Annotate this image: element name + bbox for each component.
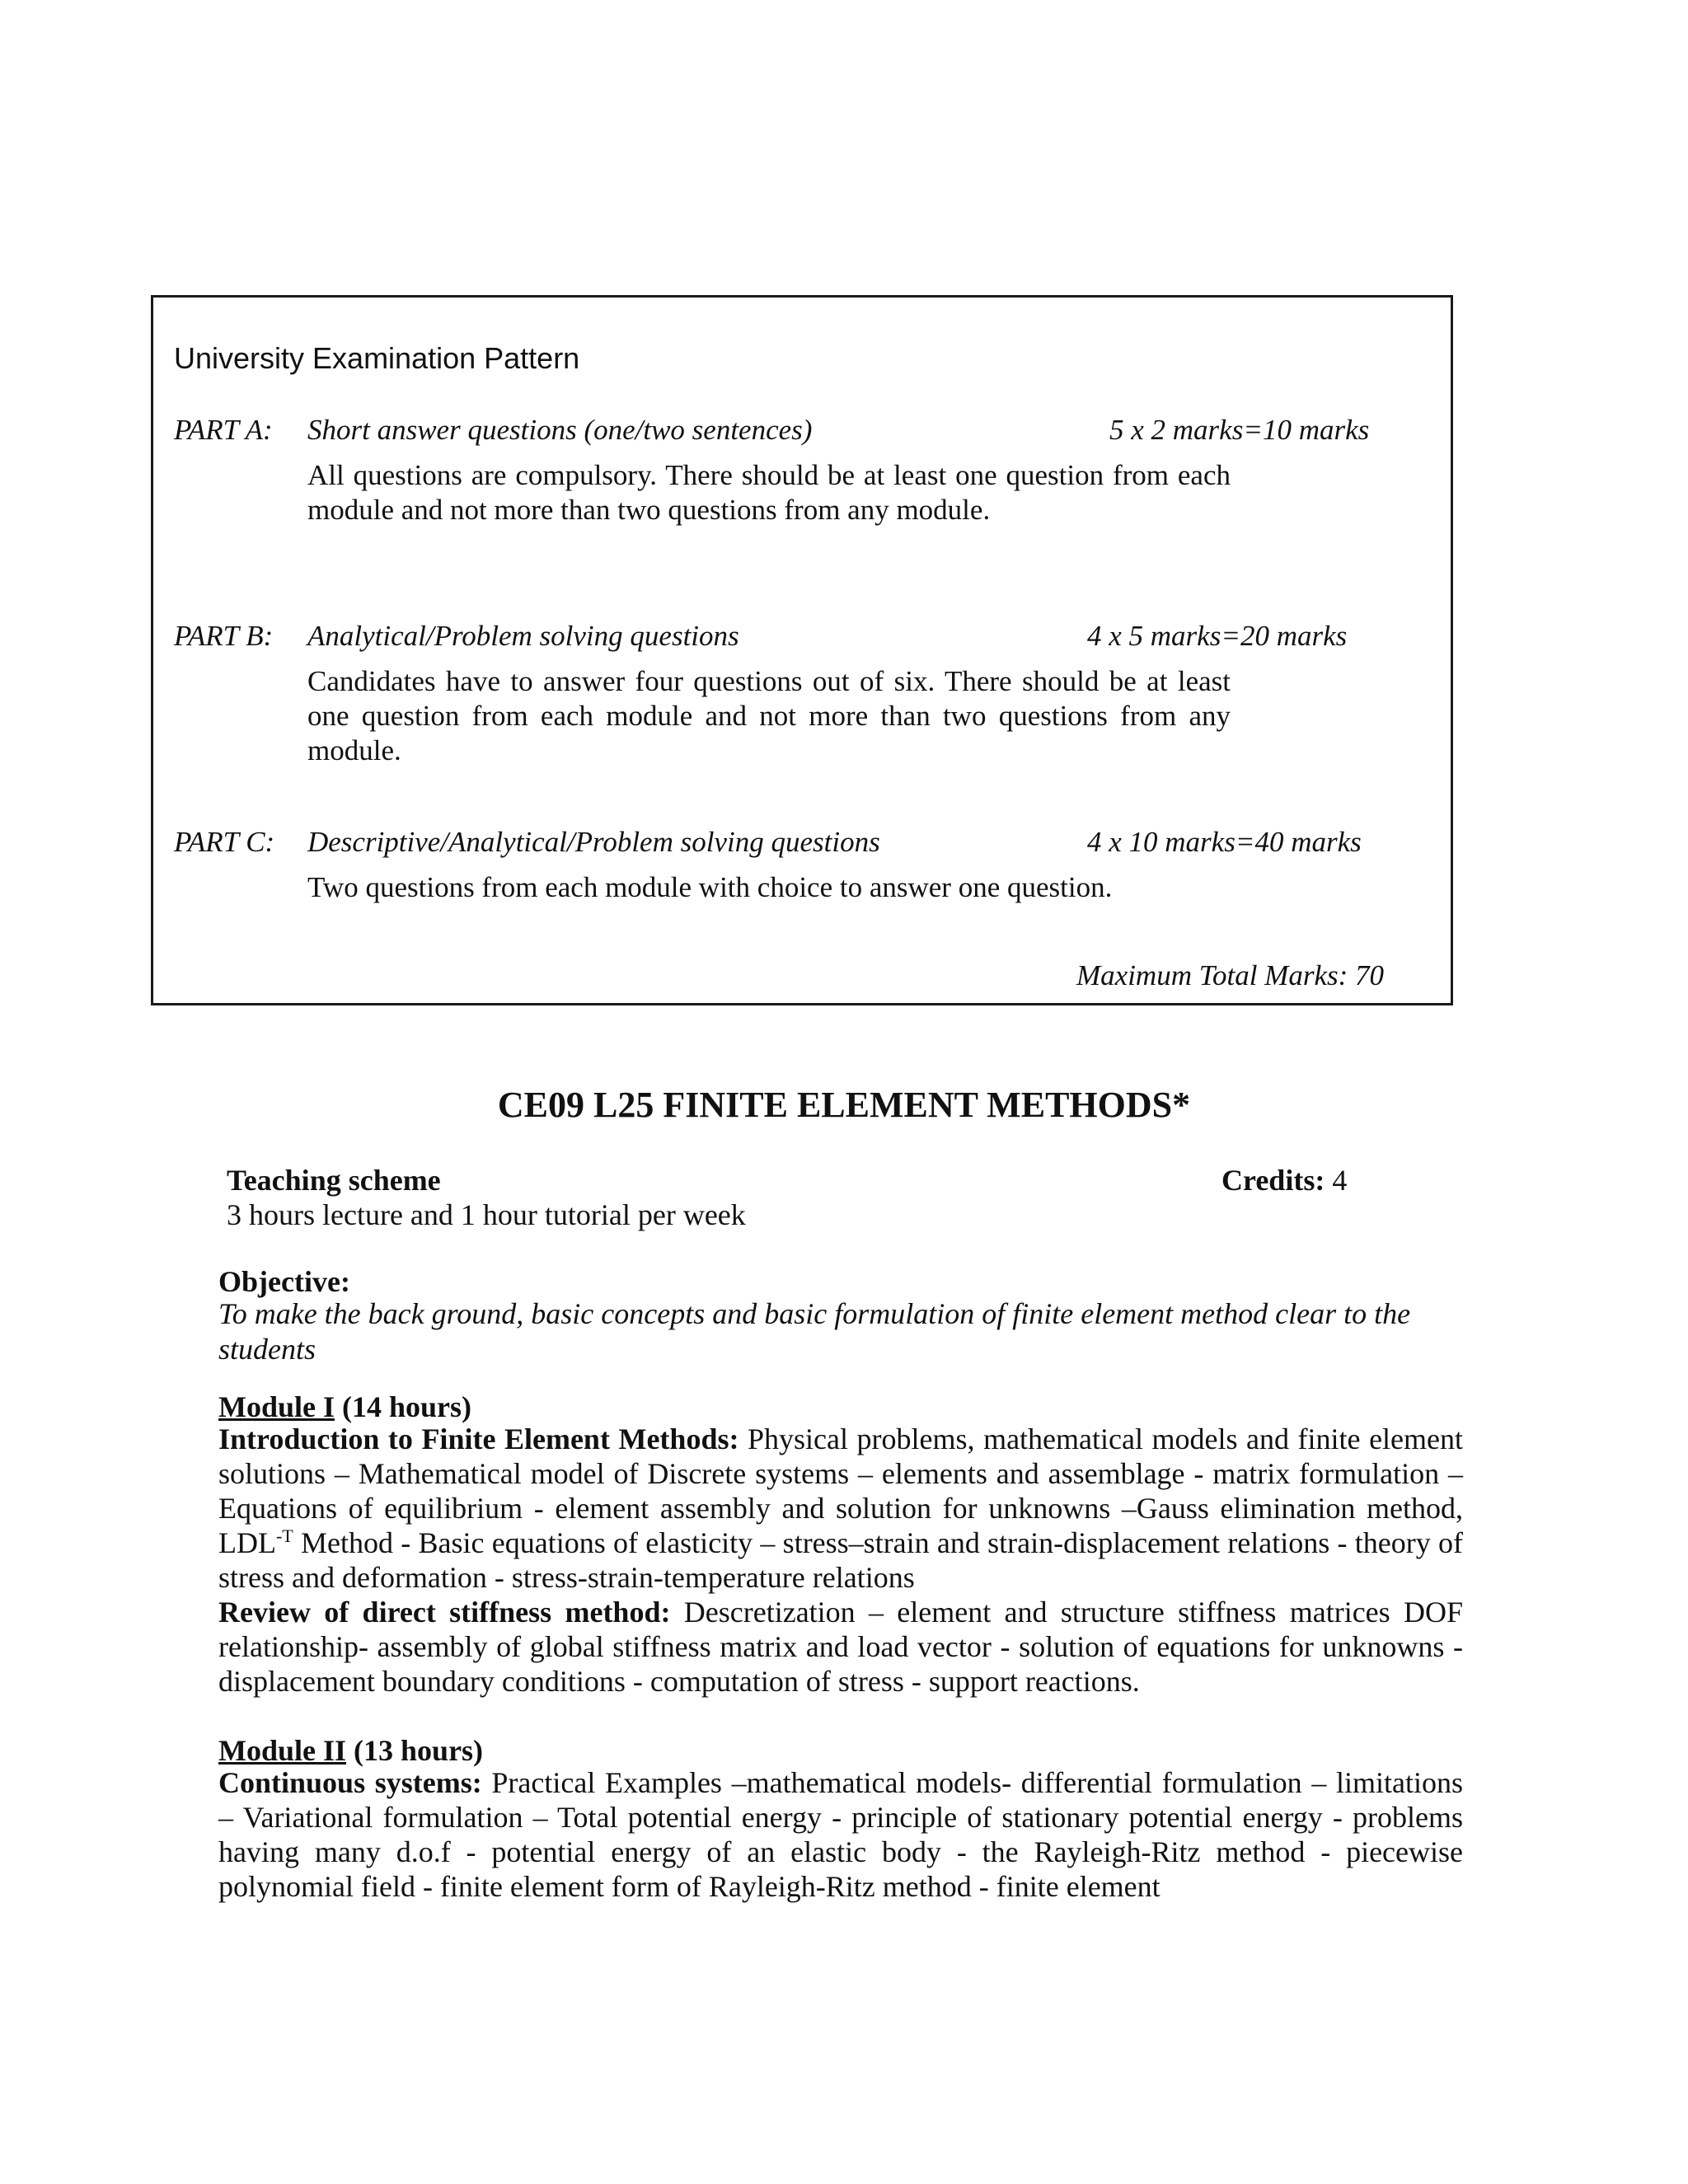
module-1-intro-label: Introduction to Finite Element Methods:	[218, 1422, 739, 1455]
part-a-marks: 5 x 2 marks=10 marks	[1109, 414, 1370, 446]
module-2-intro-text: Practical Examples –mathematical models- differential formulation – limitations – Variational formulation – Total potential energy - principle of stationary potential energy - problems having many d.o.f - potential energy of an elastic body - the Rayleigh-Ritz method - piecewise polynomial field - finite element form of Rayleigh-Ritz method - finite element	[218, 1766, 1464, 1903]
module-1-name: Module I	[218, 1390, 335, 1423]
module-1-body	[218, 1422, 1463, 1699]
module-2-heading	[218, 1732, 483, 1769]
module-2-intro-label: Continuous systems:	[218, 1766, 482, 1799]
part-a-title: Short answer questions (one/two sentences)	[307, 414, 813, 446]
course-title: CE09 L25 FINITE ELEMENT METHODS*	[497, 1085, 1191, 1125]
part-a-label: PART A:	[174, 414, 273, 446]
module-1-intro-text-1: Physical problems, mathematical models and finite element solutions – Mathematical model of Discrete systems – elements and assemblage - matrix formulation – Equations of equilibrium - element assembly and solution for unknowns –Gauss elimination method, LDL	[218, 1422, 1464, 1559]
objective-text: To make the back ground, basic concepts and basic formulation of finite element method clear to the students	[218, 1297, 1411, 1366]
credits-value: 4	[1332, 1164, 1348, 1197]
module-1-hours: (14 hours)	[342, 1390, 472, 1423]
module-1-intro-text-2: Method - Basic equations of elasticity – stress–strain and strain-displacement relations - theory of stress and deformation - stress-strain-temperature relations	[218, 1526, 1463, 1594]
objective-label: Objective:	[218, 1265, 350, 1298]
part-b-label: PART B:	[174, 620, 274, 652]
part-a-description: All questions are compulsory. There should be at least one question from each module and not more than two questions from any module.	[307, 459, 1231, 526]
part-b-description: Candidates have to answer four questions out of six. There should be at least one question from each module and not more than two questions from any module.	[307, 665, 1231, 766]
part-b-title: Analytical/Problem solving questions	[307, 620, 739, 652]
part-b-marks: 4 x 5 marks=20 marks	[1087, 620, 1348, 652]
part-c-description: Two questions from each module with choice to answer one question.	[307, 871, 1113, 903]
module-1-review-label: Review of direct stiffness method:	[218, 1596, 671, 1629]
credits-label: Credits:	[1221, 1164, 1325, 1197]
credits	[1221, 1162, 1347, 1198]
teaching-scheme-label: Teaching scheme	[227, 1164, 441, 1197]
part-c-marks: 4 x 10 marks=40 marks	[1087, 826, 1362, 858]
module-2-name: Module II	[218, 1734, 347, 1767]
part-c-title: Descriptive/Analytical/Problem solving questions	[307, 826, 880, 858]
exam-pattern-heading: University Examination Pattern	[174, 341, 580, 375]
module-1-review-text: Descretization – element and structure stiffness matrices DOF relationship- assembly of global stiffness matrix and load vector - solution of equations for unknowns - displacement boundary conditions - computation of stress - support reactions.	[218, 1596, 1463, 1698]
module-2-body	[218, 1765, 1463, 1904]
module-1-intro-superscript: -T	[275, 1526, 293, 1546]
exam-pattern-box	[151, 295, 1453, 1005]
module-1-heading	[218, 1389, 471, 1425]
module-2-hours: (13 hours)	[354, 1734, 484, 1767]
part-c-label: PART C:	[174, 826, 275, 858]
maximum-total-marks: Maximum Total Marks: 70	[1076, 959, 1385, 991]
teaching-scheme-text: 3 hours lecture and 1 hour tutorial per week	[227, 1198, 746, 1231]
